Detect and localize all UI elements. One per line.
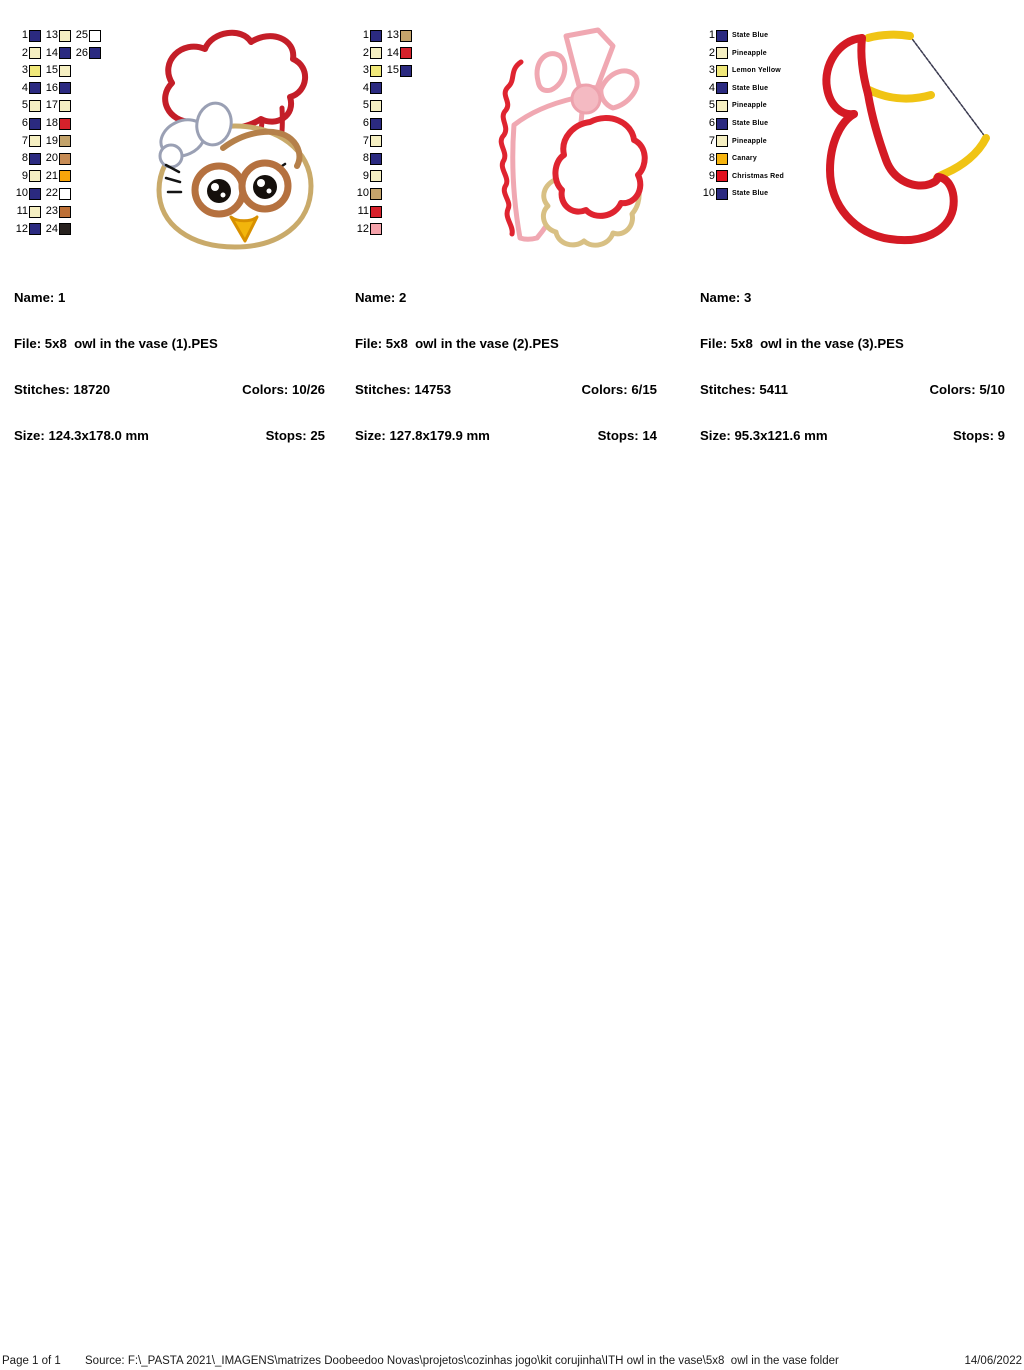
palette-color-swatch <box>59 153 71 165</box>
bow-knot <box>572 85 600 113</box>
palette-entry-number: 6 <box>21 117 28 129</box>
palette-entry <box>44 46 71 61</box>
palette-entry-number: 26 <box>75 46 88 59</box>
design-1-info <box>14 259 325 475</box>
palette-color-swatch <box>370 47 382 59</box>
palette-color-swatch <box>29 206 41 218</box>
palette-entry <box>355 28 382 43</box>
palette-entry <box>14 169 41 184</box>
palette-entry <box>14 46 41 61</box>
palette-color-swatch <box>59 30 71 42</box>
design-1-preview-owl-chef-icon <box>135 26 320 250</box>
palette-color-swatch <box>29 47 41 59</box>
palette-entry-number: 1 <box>362 29 369 41</box>
palette-entry <box>14 134 41 149</box>
palette-entry-number: 6 <box>708 117 715 129</box>
palette-color-swatch <box>59 82 71 94</box>
palette-entry <box>355 204 382 219</box>
palette-entry-number: 22 <box>45 187 58 200</box>
palette-color-name: State Blue <box>732 84 769 92</box>
palette-color-swatch <box>29 65 41 77</box>
palette-entry <box>385 28 412 43</box>
palette-entry-number: 21 <box>45 169 58 182</box>
design-colors: Colors: 6/15 <box>581 382 657 398</box>
palette-color-swatch <box>59 135 71 147</box>
palette-entry <box>44 204 71 219</box>
design-column-3 <box>695 26 1024 444</box>
palette-entry-number: 5 <box>362 99 369 112</box>
palette-entry <box>14 28 41 43</box>
palette-color-swatch <box>370 30 382 42</box>
palette-entry-number: 7 <box>708 134 715 147</box>
design-colors: Colors: 10/26 <box>242 382 325 398</box>
palette-color-swatch <box>716 118 728 130</box>
design-column-2 <box>345 26 695 444</box>
palette-color-swatch <box>716 135 728 147</box>
palette-color-swatch <box>89 30 101 42</box>
pink-bow <box>537 30 637 113</box>
palette-entry <box>74 28 101 43</box>
palette-entry <box>355 98 382 113</box>
palette-entry <box>701 28 768 43</box>
palette-color-name: Christmas Red <box>732 172 785 180</box>
palette-entry-number: 8 <box>708 152 715 165</box>
design-colors: Colors: 5/10 <box>929 382 1005 398</box>
palette-entry-number: 7 <box>21 134 28 147</box>
palette-color-swatch <box>89 47 101 59</box>
design-stops: Stops: 9 <box>952 428 1005 444</box>
palette-entry <box>14 222 41 237</box>
palette-color-swatch <box>59 100 71 112</box>
palette-entry <box>385 46 412 61</box>
design-name: Name: 2 <box>355 289 407 305</box>
palette-entry <box>14 151 41 166</box>
palette-entry-number: 4 <box>21 81 28 94</box>
palette-entry-number: 19 <box>45 134 58 147</box>
palette-entry <box>44 28 71 43</box>
palette-entry <box>701 98 767 113</box>
palette-entry-number: 6 <box>362 117 369 129</box>
design-file: File: 5x8 owl in the vase (2).PES <box>355 336 559 352</box>
palette-entry-number: 24 <box>45 222 58 235</box>
palette-entry <box>14 63 41 78</box>
palette-color-swatch <box>400 65 412 77</box>
palette-color-swatch <box>29 30 41 42</box>
palette-entry-number: 25 <box>75 29 88 41</box>
palette-entry <box>14 186 41 201</box>
palette-entry <box>701 134 767 149</box>
palette-color-swatch <box>59 170 71 182</box>
palette-entry <box>44 116 71 131</box>
palette-entry <box>701 169 784 184</box>
design-1-preview-row <box>0 26 345 259</box>
palette-color-swatch <box>59 206 71 218</box>
design-file: File: 5x8 owl in the vase (1).PES <box>14 336 218 352</box>
palette-color-swatch <box>59 47 71 59</box>
palette-entry-number: 3 <box>21 64 28 77</box>
design-3-preview-row <box>695 26 1024 259</box>
palette-color-swatch <box>370 82 382 94</box>
palette-color-swatch <box>29 223 41 235</box>
palette-entry <box>701 63 781 78</box>
palette-entry-number: 9 <box>708 169 715 182</box>
palette-entry-number: 5 <box>21 99 28 112</box>
palette-color-swatch <box>400 30 412 42</box>
design-name: Name: 3 <box>700 289 752 305</box>
palette-entry <box>355 222 382 237</box>
palette-entry <box>355 186 382 201</box>
palette-entry <box>14 81 41 96</box>
palette-entry <box>14 98 41 113</box>
palette-entry-number: 1 <box>21 29 28 41</box>
palette-color-swatch <box>370 188 382 200</box>
palette-color-swatch <box>716 153 728 165</box>
palette-entry-number: 3 <box>362 64 369 77</box>
palette-entry-number: 20 <box>45 152 58 165</box>
palette-color-swatch <box>29 170 41 182</box>
design-name: Name: 1 <box>14 289 66 305</box>
palette-color-swatch <box>370 118 382 130</box>
palette-entry-number: 2 <box>362 46 369 59</box>
page-number-label: Page 1 of 1 <box>2 1355 61 1367</box>
palette-color-swatch <box>59 223 71 235</box>
palette-entry <box>701 186 768 201</box>
design-3-preview-vase-icon <box>810 26 1006 252</box>
design-stops: Stops: 25 <box>265 428 325 444</box>
palette-color-swatch <box>29 100 41 112</box>
palette-color-swatch <box>370 65 382 77</box>
palette-color-name: State Blue <box>732 120 769 127</box>
design-2-info <box>355 259 657 475</box>
palette-entry <box>355 63 382 78</box>
palette-entry <box>355 46 382 61</box>
design-size: Size: 127.8x179.9 mm <box>355 428 490 444</box>
palette-color-swatch <box>59 188 71 200</box>
design-stitches: Stitches: 14753 <box>355 382 452 398</box>
design-file: File: 5x8 owl in the vase (3).PES <box>700 336 904 352</box>
palette-entry <box>44 81 71 96</box>
design-size: Size: 124.3x178.0 mm <box>14 428 149 444</box>
design-stops: Stops: 14 <box>597 428 657 444</box>
palette-entry <box>355 81 382 96</box>
vase-fabric-fill <box>826 36 986 240</box>
palette-entry-number: 13 <box>45 29 58 41</box>
palette-color-swatch <box>59 118 71 130</box>
palette-entry <box>44 134 71 149</box>
palette-color-swatch <box>370 223 382 235</box>
palette-color-swatch <box>370 153 382 165</box>
design-column-1 <box>0 26 345 444</box>
palette-entry <box>355 134 382 149</box>
design-stitches: Stitches: 5411 <box>700 382 788 398</box>
palette-entry-number: 7 <box>362 134 369 147</box>
palette-entry-number: 3 <box>708 64 715 77</box>
palette-entry-number: 10 <box>702 187 715 200</box>
palette-entry <box>14 204 41 219</box>
palette-entry-number: 14 <box>386 46 399 59</box>
palette-entry-number: 9 <box>362 169 369 182</box>
palette-entry <box>385 63 412 78</box>
palette-color-name: Lemon Yellow <box>732 67 781 75</box>
palette-color-swatch <box>370 135 382 147</box>
palette-color-swatch <box>716 170 728 182</box>
palette-entry-number: 4 <box>708 81 715 94</box>
palette-entry-number: 2 <box>21 46 28 59</box>
palette-entry <box>44 222 71 237</box>
design-2-preview-row <box>345 26 695 259</box>
design-2-preview-bow-flower-icon <box>463 26 663 256</box>
palette-entry-number: 11 <box>357 205 369 217</box>
palette-entry-number: 9 <box>21 169 28 182</box>
palette-entry-number: 1 <box>708 29 715 41</box>
palette-color-swatch <box>400 47 412 59</box>
palette-entry-number: 10 <box>15 187 28 200</box>
palette-entry-number: 10 <box>356 187 369 200</box>
palette-color-swatch <box>716 30 728 42</box>
palette-color-name: Pineapple <box>732 137 767 145</box>
palette-color-swatch <box>29 118 41 130</box>
source-path-label: Source: F:\_PASTA 2021\_IMAGENS\matrizes Doobeedoo Novas\projetos\cozinhas jogo\kit corujinha\ITH owl in the vase\5x8 owl in the vase folder <box>85 1355 839 1367</box>
palette-entry-number: 18 <box>45 117 58 129</box>
palette-entry-number: 12 <box>15 222 28 235</box>
palette-color-swatch <box>716 47 728 59</box>
palette-color-swatch <box>29 82 41 94</box>
palette-entry-number: 2 <box>708 46 715 59</box>
palette-color-swatch <box>370 170 382 182</box>
palette-entry-number: 15 <box>386 64 399 77</box>
palette-color-swatch <box>59 65 71 77</box>
palette-color-swatch <box>716 100 728 112</box>
palette-entry <box>701 81 768 96</box>
palette-entry-number: 11 <box>16 205 28 217</box>
palette-entry-number: 23 <box>45 205 58 217</box>
palette-entry <box>701 116 768 131</box>
palette-entry <box>44 151 71 166</box>
palette-color-swatch <box>716 82 728 94</box>
palette-color-name: Pineapple <box>732 102 767 110</box>
palette-entry <box>355 116 382 131</box>
palette-entry <box>44 186 71 201</box>
palette-entry <box>14 116 41 131</box>
palette-entry-number: 12 <box>356 222 369 235</box>
red-blob-piece <box>555 118 644 216</box>
palette-entry-number: 16 <box>45 81 58 94</box>
palette-entry <box>701 151 757 166</box>
palette-entry <box>355 151 382 166</box>
design-stitches: Stitches: 18720 <box>14 382 111 398</box>
palette-color-swatch <box>716 65 728 77</box>
date-label: 14/06/2022 <box>964 1355 1022 1367</box>
palette-color-swatch <box>370 206 382 218</box>
palette-color-swatch <box>716 188 728 200</box>
palette-entry-number: 15 <box>45 64 58 77</box>
design-size: Size: 95.3x121.6 mm <box>700 428 828 444</box>
palette-entry-number: 14 <box>45 46 58 59</box>
palette-entry <box>44 98 71 113</box>
palette-color-name: Canary <box>732 155 757 163</box>
palette-entry-number: 8 <box>21 152 28 165</box>
palette-entry-number: 8 <box>362 152 369 165</box>
palette-color-name: State Blue <box>732 32 769 39</box>
palette-color-swatch <box>29 153 41 165</box>
design-3-info <box>700 259 1005 475</box>
palette-entry-number: 5 <box>708 99 715 112</box>
palette-entry <box>74 46 101 61</box>
palette-color-swatch <box>29 188 41 200</box>
palette-entry <box>44 169 71 184</box>
palette-entry-number: 13 <box>386 29 399 41</box>
palette-entry <box>355 169 382 184</box>
palette-entry-number: 4 <box>362 81 369 94</box>
palette-color-name: Pineapple <box>732 49 767 57</box>
palette-entry <box>701 46 767 61</box>
palette-entry <box>44 63 71 78</box>
page-footer <box>0 1351 1024 1367</box>
palette-color-name: State Blue <box>732 190 769 198</box>
palette-color-swatch <box>29 135 41 147</box>
palette-entry-number: 17 <box>45 99 58 112</box>
palette-color-swatch <box>370 100 382 112</box>
